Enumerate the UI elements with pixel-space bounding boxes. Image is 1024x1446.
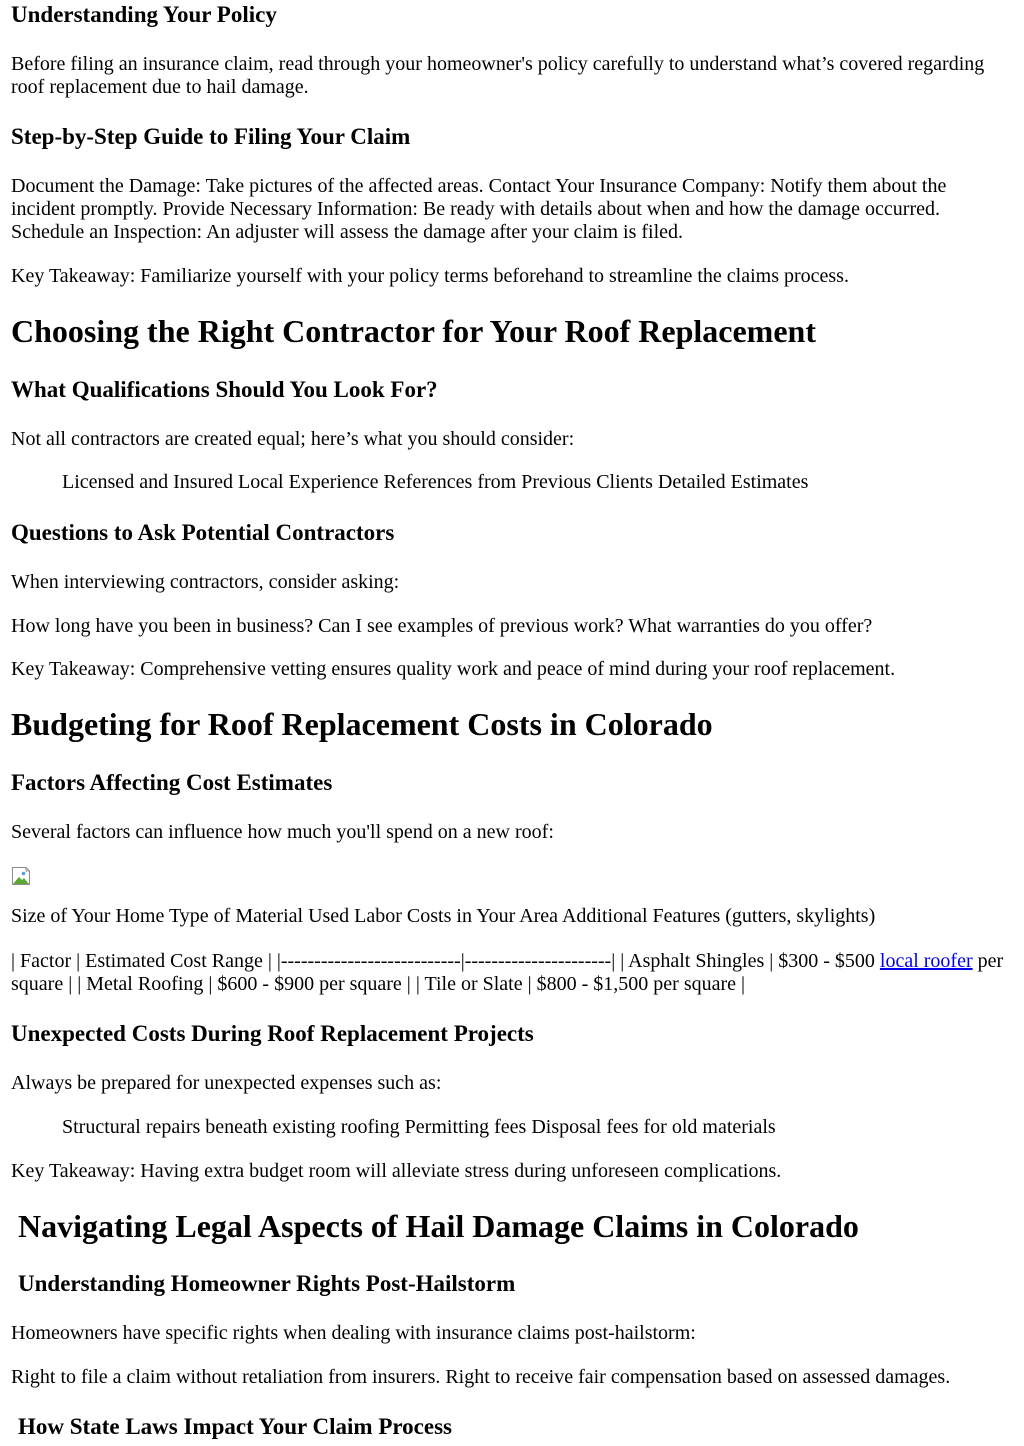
heading-qualifications: What Qualifications Should You Look For?	[11, 377, 438, 402]
heading-cost-factors: Factors Affecting Cost Estimates	[11, 770, 333, 795]
heading-unexpected-costs: Unexpected Costs During Roof Replacement Projects	[11, 1021, 534, 1046]
heading-understanding-policy: Understanding Your Policy	[11, 2, 277, 27]
unexpected-costs-list: Structural repairs beneath existing roofing Permitting fees Disposal fees for old materials	[62, 1116, 776, 1138]
questions-list: How long have you been in business? Can I see examples of previous work? What warranties do you offer?	[11, 615, 873, 637]
qualifications-list: Licensed and Insured Local Experience References from Previous Clients Detailed Estimates	[62, 471, 809, 493]
cost-factors-list: Size of Your Home Type of Material Used Labor Costs in Your Area Additional Features (gutters, skylights)	[11, 905, 876, 927]
contractor-takeaway: Key Takeaway: Comprehensive vetting ensures quality work and peace of mind during your roof replacement.	[11, 658, 896, 680]
filing-steps-paragraph: Document the Damage: Take pictures of the affected areas. Contact Your Insurance Company: Notify them about the incident promptly. Provide Necessary Information: Be ready with details about when and how the damage occurred. Schedule an Inspection: An adjuster will assess the damage after your claim is filed.	[11, 175, 947, 243]
filing-takeaway: Key Takeaway: Familiarize yourself with your policy terms beforehand to streamline the claims process.	[11, 265, 849, 287]
questions-intro: When interviewing contractors, consider asking:	[11, 571, 400, 593]
heading-legal-aspects: Navigating Legal Aspects of Hail Damage Claims in Colorado	[18, 1208, 859, 1244]
policy-paragraph: Before filing an insurance claim, read through your homeowner's policy carefully to understand what’s covered regarding roof replacement due to hail damage.	[11, 53, 985, 98]
heading-state-laws: How State Laws Impact Your Claim Process	[18, 1414, 452, 1439]
cost-factors-intro: Several factors can influence how much you'll spend on a new roof:	[11, 821, 554, 843]
heading-homeowner-rights: Understanding Homeowner Rights Post-Hailstorm	[18, 1271, 516, 1296]
broken-image-icon	[11, 866, 31, 886]
local-roofer-link[interactable]: local roofer	[879, 950, 973, 972]
broken-image-icon-graphic	[11, 866, 31, 886]
heading-choosing-contractor: Choosing the Right Contractor for Your Roof Replacement	[11, 313, 816, 349]
homeowner-rights-list: Right to file a claim without retaliation from insurers. Right to receive fair compensation based on assessed damages.	[11, 1366, 951, 1388]
heading-questions: Questions to Ask Potential Contractors	[11, 520, 395, 545]
homeowner-rights-intro: Homeowners have specific rights when dealing with insurance claims post-hailstorm:	[11, 1322, 696, 1344]
heading-budgeting: Budgeting for Roof Replacement Costs in Colorado	[11, 706, 713, 742]
budget-takeaway: Key Takeaway: Having extra budget room will alleviate stress during unforeseen complications.	[11, 1160, 782, 1182]
cost-table-text	[11, 950, 1011, 996]
cost-table-text-start: | Factor | Estimated Cost Range | |---------------------------|----------------------| | Asphalt Shingles | $300 - $500	[11, 950, 880, 972]
heading-filing-guide: Step-by-Step Guide to Filing Your Claim	[11, 124, 411, 149]
qualifications-intro: Not all contractors are created equal; here’s what you should consider:	[11, 428, 575, 450]
unexpected-costs-intro: Always be prepared for unexpected expenses such as:	[11, 1072, 442, 1094]
cost-table-text-end: per square | | Metal Roofing | $600 - $900 per square | | Tile or Slate | $800 - $1,500 per square |	[11, 950, 1004, 995]
